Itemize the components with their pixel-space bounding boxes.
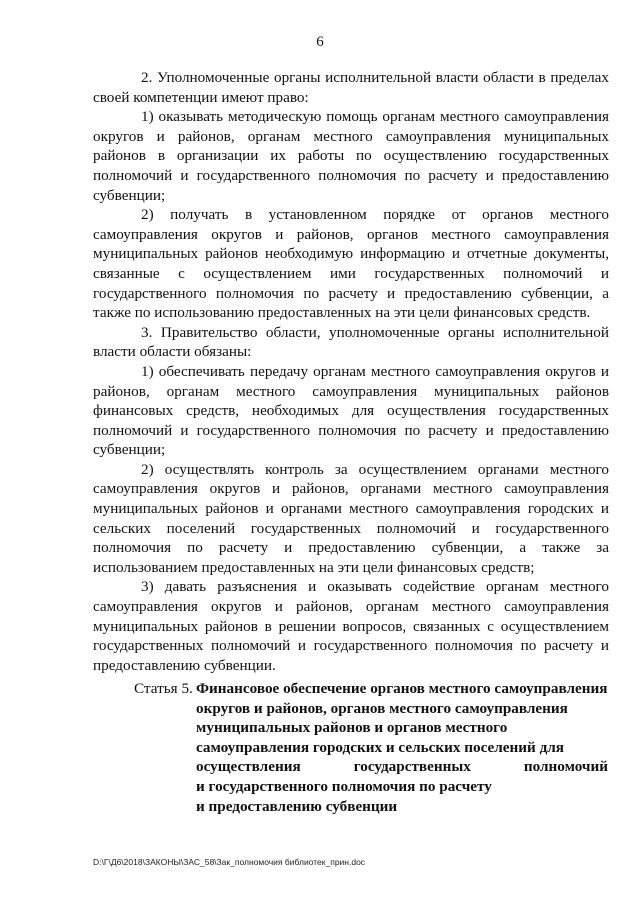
- paragraph: 2) осуществлять контроль за осуществлением органами местного самоуправления округов и районов, органами местного самоуправления муниципальных районов и органами местного самоуправления городских и сельских поселений государственных полномочий и государственного полномочия по расчету и предоставлению субвенции, а также за использованием предоставленных на эти цели финансовых средств;: [93, 460, 609, 576]
- page-number: 6: [316, 34, 324, 50]
- paragraph: 1) оказывать методическую помощь органам местного самоуправления округов и районов, органам местного самоуправления муниципальных районов в организации их работы по осуществлению государственных полномочий и государственного полномочия по расчету и предоставлению субвенции;: [93, 108, 609, 204]
- paragraph: 2) получать в установленном порядке от органов местного самоуправления округов и районов, органов местного самоуправления муниципальных районов необходимую информацию и отчетные документы, связанные с осуществлением ими государственных полномочий и государственного полномочия по расчету и предоставлению субвенции, а также по использованию предоставленных на эти цели финансовых средств.: [93, 206, 609, 322]
- article-title-line: округов и районов, органов местного самоуправления: [196, 699, 568, 717]
- article-title-line: самоуправления городских и сельских поселений для: [196, 738, 565, 756]
- file-path-footer: D:\Г\Д6\2018\ЗАКОНЫ\ЗАС_58\Зак_полномочия библиотек_прин.doc: [93, 857, 366, 867]
- paragraph: 2. Уполномоченные органы исполнительной власти области в пределах своей компетенции имеют право:: [93, 69, 609, 106]
- paragraph: 3) давать разъяснения и оказывать содействие органам местного самоуправления округов и районов, органам местного самоуправления муниципальных районов в решении вопросов, связанных с осуществлением государственных полномочий и государственного полномочия по расчету и предоставлению субвенции.: [93, 578, 609, 674]
- document-body: [93, 68, 609, 675]
- paragraph: 3. Правительство области, уполномоченные органы исполнительной власти области обязаны:: [93, 323, 609, 361]
- article-title-line: Финансовое обеспечение органов местного самоуправления: [196, 680, 608, 697]
- article-title-line: муниципальных районов и органов местного: [196, 719, 508, 737]
- article-title-line: осуществления государственных полномочий: [196, 758, 608, 776]
- article-label: Статья 5.: [134, 680, 193, 697]
- article-title-line: и предоставлению субвенции: [196, 797, 398, 815]
- paragraph: 1) обеспечивать передачу органам местного самоуправления округов и районов, органам местного самоуправления муниципальных районов финансовых средств, необходимых для осуществления государственных полномочий и государственного полномочия по расчету и предоставлению субвенции;: [93, 362, 609, 459]
- article-title-line: и государственного полномочия по расчету: [196, 777, 492, 795]
- article-title: [196, 679, 608, 816]
